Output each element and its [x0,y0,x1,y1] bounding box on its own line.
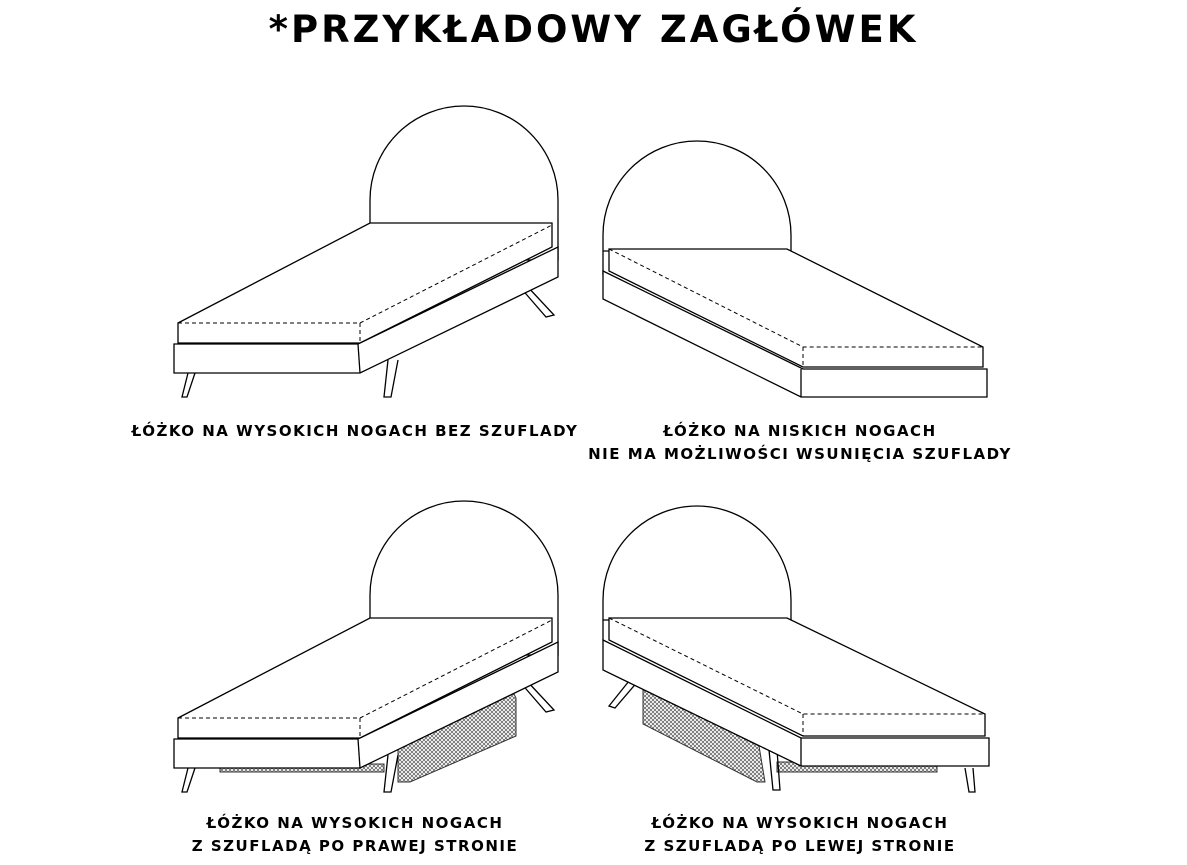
bed-diagram-high-legs-no-drawer [160,105,580,405]
bed-diagram-low-legs [597,135,997,405]
caption-drawer-left: ŁÓŻKO NA WYSOKICH NOGACH Z SZUFLADĄ PO LEWEJ STRONIE [644,814,956,855]
caption-low-legs: ŁÓŻKO NA NISKICH NOGACH NIE MA MOŻLIWOŚCI WSUNIĘCIA SZUFLADY [588,422,1012,463]
bed-diagram-drawer-left [597,500,997,800]
bed-diagram-drawer-right [160,500,580,800]
page-title: *PRZYKŁADOWY ZAGŁÓWEK [268,8,919,51]
caption-drawer-right: ŁÓŻKO NA WYSOKICH NOGACH Z SZUFLADĄ PO PRAWEJ STRONIE [191,814,519,855]
caption-high-legs-no-drawer: ŁÓŻKO NA WYSOKICH NOGACH BEZ SZUFLADY [131,422,579,440]
